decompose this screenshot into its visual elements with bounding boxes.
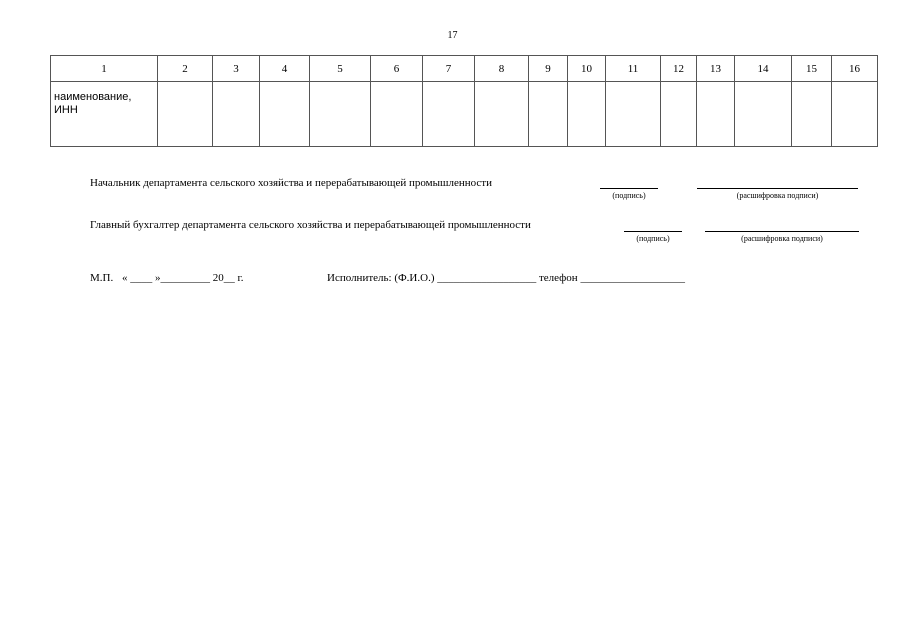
table-cell bbox=[213, 82, 260, 147]
column-header: 6 bbox=[371, 56, 423, 82]
column-header: 15 bbox=[792, 56, 832, 82]
column-header: 2 bbox=[158, 56, 213, 82]
table-cell bbox=[568, 82, 606, 147]
column-header: 16 bbox=[832, 56, 878, 82]
table-cell bbox=[697, 82, 735, 147]
column-header: 4 bbox=[260, 56, 310, 82]
table-cell bbox=[423, 82, 475, 147]
signature-caption: (подпись) bbox=[612, 191, 646, 200]
name-inn-cell bbox=[51, 82, 158, 147]
column-header: 7 bbox=[423, 56, 475, 82]
table-cell bbox=[158, 82, 213, 147]
stamp-place: М.П. bbox=[90, 272, 114, 284]
column-header: 10 bbox=[568, 56, 606, 82]
table-header-row bbox=[51, 56, 878, 82]
table-cell bbox=[310, 82, 371, 147]
chief-accountant-label: Главный бухгалтер департамента сельского хозяйства и перерабатывающей промышленности bbox=[90, 219, 531, 231]
table-cell bbox=[832, 82, 878, 147]
table-cell bbox=[260, 82, 310, 147]
signature-decode-line bbox=[705, 231, 859, 232]
column-header: 14 bbox=[735, 56, 792, 82]
column-header: 12 bbox=[661, 56, 697, 82]
table-cell bbox=[529, 82, 568, 147]
table-row bbox=[51, 82, 878, 147]
signature-line bbox=[624, 231, 682, 232]
table-cell bbox=[606, 82, 661, 147]
date-field: « ____ »_________ 20__ г. bbox=[122, 272, 244, 284]
signature-decode-line bbox=[697, 188, 858, 189]
column-header: 5 bbox=[310, 56, 371, 82]
column-header: 8 bbox=[475, 56, 529, 82]
signature-line bbox=[600, 188, 658, 189]
table-cell bbox=[661, 82, 697, 147]
report-table bbox=[50, 55, 878, 147]
inn-label: ИНН bbox=[54, 104, 78, 116]
column-header: 13 bbox=[697, 56, 735, 82]
executor-field: Исполнитель: (Ф.И.О.) __________________ телефон ___________________ bbox=[327, 272, 685, 284]
column-header: 9 bbox=[529, 56, 568, 82]
column-header: 11 bbox=[606, 56, 661, 82]
page-number: 17 bbox=[447, 30, 458, 41]
table-cell bbox=[475, 82, 529, 147]
column-header: 3 bbox=[213, 56, 260, 82]
table-cell bbox=[371, 82, 423, 147]
name-label: наименование, bbox=[54, 91, 132, 103]
signature-decode-caption: (расшифровка подписи) bbox=[741, 234, 823, 243]
table-cell bbox=[735, 82, 792, 147]
signature-caption: (подпись) bbox=[636, 234, 670, 243]
table-cell bbox=[792, 82, 832, 147]
department-head-label: Начальник департамента сельского хозяйства и перерабатывающей промышленности bbox=[90, 177, 492, 189]
signature-decode-caption: (расшифровка подписи) bbox=[736, 191, 819, 200]
column-header: 1 bbox=[51, 56, 158, 82]
